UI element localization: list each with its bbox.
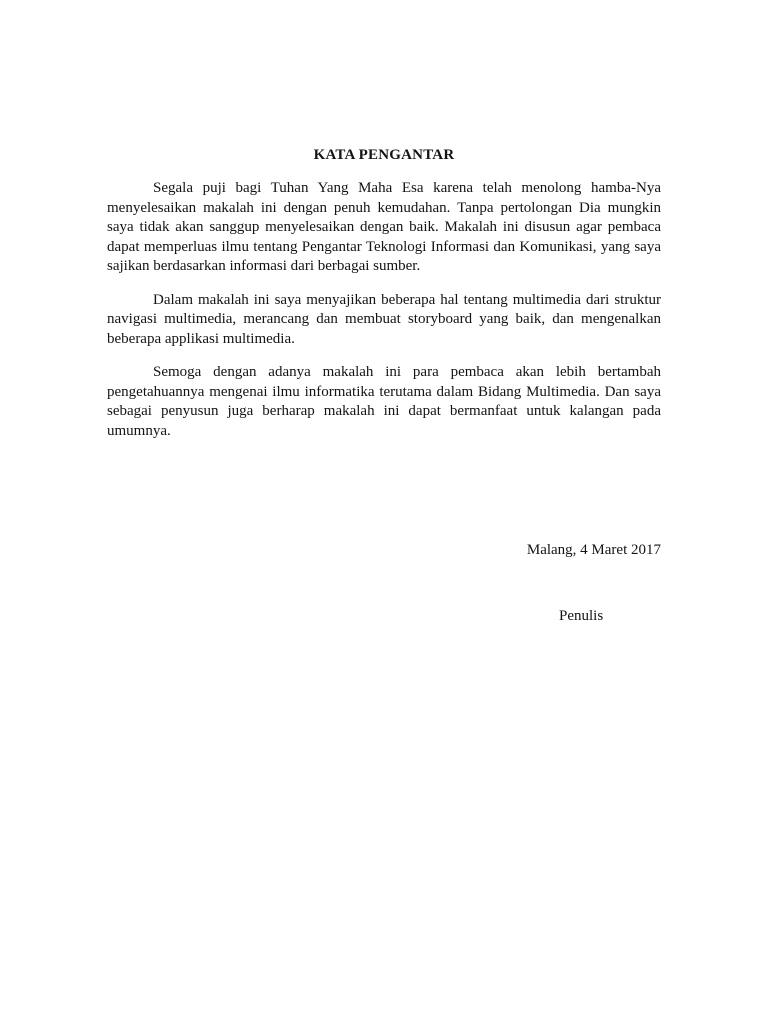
paragraph-2: Dalam makalah ini saya menyajikan beberapa hal tentang multimedia dari struktur navigasi multimedia, merancang dan membuat storyboard yang baik, dan mengenalkan beberapa applikasi multimedia. (107, 291, 661, 347)
closing-place-date: Malang, 4 Maret 2017 (526, 542, 661, 558)
paragraph-1: Segala puji bagi Tuhan Yang Maha Esa karena telah menolong hamba-Nya menyelesaikan makalah ini dengan penuh kemudahan. Tanpa pertolongan Dia mungkin saya tidak akan sanggup menyelesaikan dengan baik. Makalah ini disusun agar pembaca dapat memperluas ilmu tentang Pengantar Teknologi Informasi dan Komunikasi, yang saya sajikan berdasarkan informasi dari berbagai sumber. (107, 180, 661, 274)
document-body (107, 179, 661, 455)
page-title: KATA PENGANTAR (313, 147, 455, 163)
paragraph-3: Semoga dengan adanya makalah ini para pembaca akan lebih bertambah pengetahuannya mengenai ilmu informatika terutama dalam Bidang Multimedia. Dan saya sebagai penyusun juga berharap makalah ini dapat bermanfaat untuk kalangan pada umumnya. (107, 364, 661, 439)
closing-author: Penulis (559, 608, 604, 624)
